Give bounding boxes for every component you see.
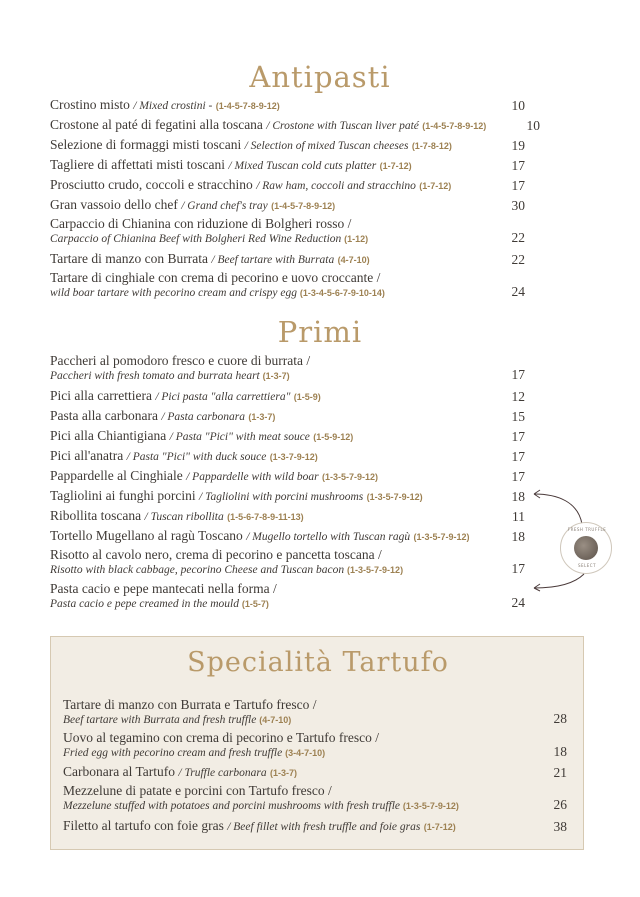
dish-name-en: Selection of mixed Tuscan cheeses [250, 140, 409, 152]
dish-name-it: Pasta alla carbonara [50, 408, 158, 423]
primi-title: Primi [277, 315, 363, 349]
price: 22 [511, 252, 525, 267]
allergens: (1-3-7) [248, 412, 276, 422]
allergens: (1-3-4-5-6-7-9-10-14) [299, 288, 385, 298]
price: 26 [553, 797, 567, 812]
allergens: (1-3-7-9-12) [269, 452, 318, 462]
dish-name-it: Carpaccio di Chianina con riduzione di Bolgheri rosso / [50, 216, 352, 231]
dish-name-it: Tagliolini ai funghi porcini [50, 488, 196, 503]
allergens: (1-5-9-12) [313, 432, 354, 442]
price: 18 [511, 529, 525, 544]
menu-item: Crostino misto / Mixed crostini - (1-4-5-7-8-9-12) 10 [50, 97, 525, 113]
antipasti-title: Antipasti [249, 60, 391, 94]
menu-item [50, 352, 525, 384]
dish-name-it: Gran vassoio dello chef [50, 197, 178, 212]
menu-item: Ribollita toscana / Tuscan ribollita (1-5-6-7-8-9-11-13) 11 [50, 508, 525, 524]
dish-name-en: Pasta cacio e pepe creamed in the mould [50, 598, 239, 610]
price: 15 [511, 409, 525, 424]
allergens: (1-7-12) [379, 161, 412, 171]
price: 24 [511, 284, 525, 299]
allergens: (1-3-5-7-9-12) [402, 801, 459, 811]
price: 28 [553, 711, 567, 726]
dish-name-it: Pici alla Chiantigiana [50, 428, 167, 443]
allergens: (1-5-6-7-8-9-11-13) [227, 512, 304, 522]
price: 18 [553, 744, 567, 759]
menu-item [50, 580, 525, 612]
dish-name-it: Pappardelle al Cinghiale [50, 468, 183, 483]
menu-item: Tagliolini ai funghi porcini / Tagliolini with porcini mushrooms (1-3-5-7-9-12) 18 [50, 488, 525, 504]
dish-name-en: Tagliolini with porcini mushrooms [205, 491, 364, 503]
price: 21 [553, 765, 567, 780]
price: 10 [526, 118, 540, 133]
price: 17 [511, 158, 525, 173]
arrow-to-pasta-cacio [528, 572, 588, 592]
menu-item [50, 269, 525, 301]
dish-name-it: Tartare di cinghiale con crema di pecorino e uovo croccante / [50, 270, 381, 285]
dish-name-en: Crostone with Tuscan liver paté [272, 120, 419, 132]
allergens: (1-4-5-7-8-9-12) [215, 101, 280, 111]
allergens: (1-7-12) [419, 181, 452, 191]
dish-name-en: Paccheri with fresh tomato and burrata heart [50, 370, 260, 382]
dish-name-en: Beef tartare with Burrata [217, 254, 335, 266]
dish-name-en: Pasta "Pici" with duck souce [132, 451, 267, 463]
allergens: (1-7-8-12) [411, 141, 452, 151]
dish-name-en: Pasta carbonara [167, 411, 246, 423]
allergens: (1-4-5-7-8-9-12) [271, 201, 336, 211]
tartufo-title: Specialità Tartufo [187, 647, 449, 678]
allergens: (1-3-5-7-9-12) [366, 492, 423, 502]
dish-name-en: Risotto with black cabbage, pecorino Cheese and Tuscan bacon [50, 564, 345, 576]
menu-item [50, 215, 525, 247]
dish-name-en: Truffle carbonara [184, 767, 267, 779]
dish-name-it: Pici all'anatra [50, 448, 124, 463]
dish-name-it: Risotto al cavolo nero, crema di pecorino e pancetta toscana / [50, 547, 382, 562]
dish-name-it: Uovo al tegamino con crema di pecorino e Tartufo fresco / [63, 730, 379, 745]
dish-name-en: Mezzelune stuffed with potatoes and porcini mushrooms with fresh truffle [63, 800, 401, 812]
dish-name-it: Tartare di manzo con Burrata [50, 251, 208, 266]
allergens: (1-12) [344, 234, 369, 244]
dish-name-it: Tartare di manzo con Burrata e Tartufo fresco / [63, 697, 317, 712]
allergens: (1-3-5-7-9-12) [413, 532, 470, 542]
menu-item: Prosciutto crudo, coccoli e stracchino / Raw ham, coccoli and stracchino (1-7-12) 17 [50, 177, 525, 193]
dish-name-en: Mixed crostini - [139, 100, 213, 112]
allergens: (1-4-5-7-8-9-12) [422, 121, 487, 131]
dish-name-en: Mugello tortello with Tuscan ragù [252, 531, 411, 543]
menu-item [50, 546, 525, 578]
dish-name-en: Mixed Tuscan cold cuts platter [234, 160, 377, 172]
price: 12 [511, 389, 525, 404]
menu-item: Pici all'anatra / Pasta "Pici" with duck souce (1-3-7-9-12) 17 [50, 448, 525, 464]
dish-name-en: Carpaccio of Chianina Beef with Bolgheri Red Wine Reduction [50, 233, 342, 245]
seal-top-text: FRESH TRUFFLE [567, 527, 607, 532]
seal-bottom-text: SELECT [577, 563, 597, 568]
allergens: (1-5-9) [293, 392, 321, 402]
allergens: (1-3-7) [262, 371, 290, 381]
dish-name-en: Fried egg with pecorino cream and fresh truffle [63, 747, 283, 759]
dish-name-en: Pici pasta "alla carrettiera" [161, 391, 291, 403]
price: 10 [511, 98, 525, 113]
dish-name-it: Mezzelune di patate e porcini con Tartufo fresco / [63, 783, 332, 798]
allergens: (1-3-5-7-9-12) [347, 565, 404, 575]
menu-item: Tagliere di affettati misti toscani / Mixed Tuscan cold cuts platter (1-7-12) 17 [50, 157, 525, 173]
menu-item: Carbonara al Tartufo / Truffle carbonara (1-3-7) 21 [63, 764, 567, 780]
dish-name-it: Crostino misto [50, 97, 130, 112]
price: 17 [511, 449, 525, 464]
dish-name-it: Ribollita toscana [50, 508, 142, 523]
menu-item: Pici alla Chiantigiana / Pasta "Pici" with meat souce (1-5-9-12) 17 [50, 428, 525, 444]
dish-name-it: Paccheri al pomodoro fresco e cuore di burrata / [50, 353, 311, 368]
dish-name-it: Pici alla carrettiera [50, 388, 152, 403]
dish-name-en: Pasta "Pici" with meat souce [175, 431, 310, 443]
truffle-seal [560, 522, 612, 574]
menu-item: Tartare di manzo con Burrata / Beef tartare with Burrata (4-7-10) 22 [50, 251, 525, 267]
price: 17 [511, 429, 525, 444]
dish-name-it: Crostone al paté di fegatini alla toscana [50, 117, 263, 132]
dish-name-en: Tuscan ribollita [150, 511, 224, 523]
menu-item: Gran vassoio dello chef / Grand chef's tray (1-4-5-7-8-9-12) 30 [50, 197, 525, 213]
dish-name-it: Filetto al tartufo con foie gras [63, 818, 224, 833]
menu-item: Pasta alla carbonara / Pasta carbonara (1-3-7) 15 [50, 408, 525, 424]
allergens: (1-3-5-7-9-12) [321, 472, 378, 482]
allergens: (1-3-7) [269, 768, 297, 778]
dish-name-en: Beef tartare with Burrata and fresh truffle [63, 714, 257, 726]
menu-item: Crostone al paté di fegatini alla toscana / Crostone with Tuscan liver paté (1-4-5-7-8-9-12) 10 [50, 117, 540, 133]
price: 17 [511, 561, 525, 576]
dish-name-it: Tagliere di affettati misti toscani [50, 157, 225, 172]
price: 18 [511, 489, 525, 504]
menu-item: Tortello Mugellano al ragù Toscano / Mugello tortello with Tuscan ragù (1-3-5-7-9-12) 18 [50, 528, 525, 544]
price: 19 [511, 138, 525, 153]
menu-item [63, 696, 567, 728]
allergens: (4-7-10) [259, 715, 292, 725]
menu-item: Pappardelle al Cinghiale / Pappardelle with wild boar (1-3-5-7-9-12) 17 [50, 468, 525, 484]
price: 17 [511, 178, 525, 193]
dish-name-it: Tortello Mugellano al ragù Toscano [50, 528, 243, 543]
menu-item: Pici alla carrettiera / Pici pasta "alla carrettiera" (1-5-9) 12 [50, 388, 525, 404]
dish-name-it: Prosciutto crudo, coccoli e stracchino [50, 177, 253, 192]
allergens: (1-7-12) [423, 822, 456, 832]
allergens: (1-5-7) [241, 599, 269, 609]
dish-name-en: Grand chef's tray [187, 200, 268, 212]
price: 22 [511, 230, 525, 245]
price: 24 [511, 595, 525, 610]
menu-item [63, 729, 567, 761]
dish-name-it: Carbonara al Tartufo [63, 764, 176, 779]
dish-name-en: Pappardelle with wild boar [192, 471, 319, 483]
menu-item: Filetto al tartufo con foie gras / Beef fillet with fresh truffle and foie gras (1-7-12) 38 [63, 818, 567, 834]
dish-name-it: Pasta cacio e pepe mantecati nella forma / [50, 581, 277, 596]
allergens: (4-7-10) [337, 255, 370, 265]
dish-name-en: Raw ham, coccoli and stracchino [262, 180, 416, 192]
price: 17 [511, 469, 525, 484]
tartufo-section [50, 636, 584, 850]
menu-item: Selezione di formaggi misti toscani / Selection of mixed Tuscan cheeses (1-7-8-12) 19 [50, 137, 525, 153]
dish-name-en: Beef fillet with fresh truffle and foie gras [233, 821, 421, 833]
allergens: (3-4-7-10) [285, 748, 326, 758]
price: 11 [512, 509, 525, 524]
menu-item [63, 782, 567, 814]
dish-name-en: wild boar tartare with pecorino cream and crispy egg [50, 287, 298, 299]
dish-name-it: Selezione di formaggi misti toscani [50, 137, 242, 152]
price: 38 [553, 819, 567, 834]
truffle-icon [574, 536, 598, 560]
price: 17 [511, 367, 525, 382]
price: 30 [511, 198, 525, 213]
